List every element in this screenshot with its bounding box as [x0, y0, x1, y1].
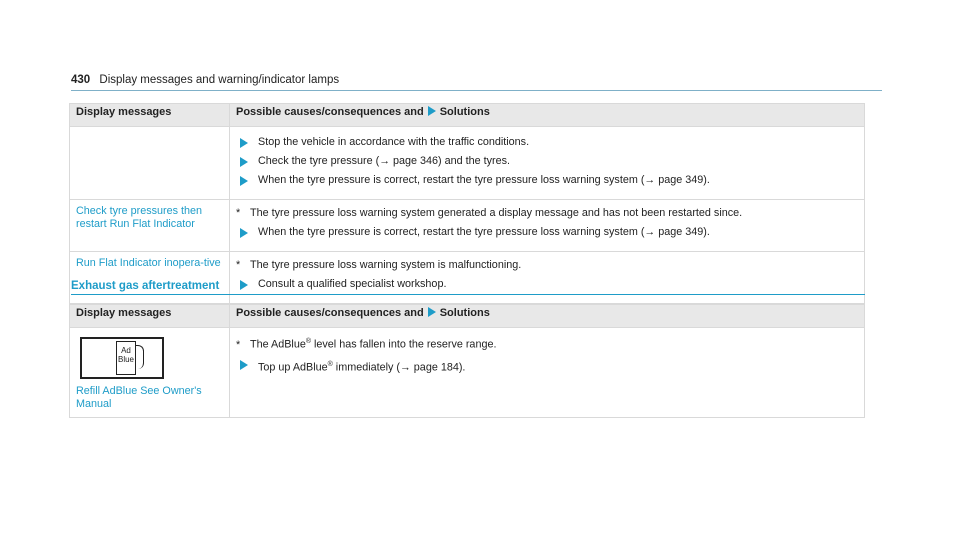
display-message: Check tyre pressures then restart Run Flat Indicator	[70, 200, 230, 252]
solution-cell	[230, 127, 865, 200]
page-header	[71, 74, 339, 86]
col-header-causes: Possible causes/consequences and Solutions	[230, 104, 865, 127]
solution-cell	[230, 200, 865, 252]
arrow-right-icon	[240, 176, 248, 186]
solution-step: When the tyre pressure is correct, restart the tyre pressure loss warning system (→ page 349).	[258, 174, 858, 187]
solution-step: When the tyre pressure is correct, restart the tyre pressure loss warning system (→ page 349).	[258, 226, 858, 239]
nozzle-icon	[136, 345, 144, 369]
message-cell-empty	[70, 127, 230, 200]
cause-text: * The tyre pressure loss warning system generated a display message and has not been restarted since.	[236, 207, 743, 219]
col-header-display-messages: Display messages	[70, 305, 230, 328]
adblue-icon	[80, 337, 164, 379]
arrow-right-icon	[240, 138, 248, 148]
message-cell	[70, 328, 230, 418]
solution-cell	[230, 252, 865, 304]
arrow-right-icon	[428, 307, 436, 317]
solution-step: Stop the vehicle in accordance with the traffic conditions.	[258, 136, 858, 149]
page-number: 430	[71, 74, 91, 86]
table-row	[70, 252, 865, 304]
col-header-display-messages: Display messages	[70, 104, 230, 127]
adblue-messages-table	[69, 304, 865, 418]
table-row	[70, 127, 865, 200]
solution-step: Top up AdBlue® immediately (→ page 184).	[258, 358, 858, 375]
col-header-causes: Possible causes/consequences and Solutions	[230, 305, 865, 328]
table-row	[70, 200, 865, 252]
arrow-right-icon	[428, 106, 436, 116]
display-message: Refill AdBlue See Owner's Manual	[76, 385, 202, 410]
arrow-right-icon	[240, 280, 248, 290]
page-title: Display messages and warning/indicator lamps	[99, 74, 340, 86]
display-message: Run Flat Indicator inopera-tive	[70, 252, 230, 304]
arrow-right-icon	[240, 157, 248, 167]
table-row	[70, 328, 865, 418]
arrow-right-icon	[240, 228, 248, 238]
arrow-right-icon	[240, 360, 248, 370]
header-divider	[71, 90, 882, 91]
section-title: Exhaust gas aftertreatment	[71, 280, 220, 292]
section-divider	[71, 294, 865, 295]
solution-step: Consult a qualified specialist workshop.	[258, 278, 858, 291]
tyre-messages-table	[69, 103, 865, 304]
solution-cell	[230, 328, 865, 418]
cause-text: * The tyre pressure loss warning system is malfunctioning.	[236, 259, 522, 271]
adblue-tank-label: Ad Blue	[116, 341, 136, 375]
solution-step: Check the tyre pressure (→ page 346) and the tyres.	[258, 155, 858, 168]
cause-text: * The AdBlue® level has fallen into the reserve range.	[236, 338, 497, 351]
